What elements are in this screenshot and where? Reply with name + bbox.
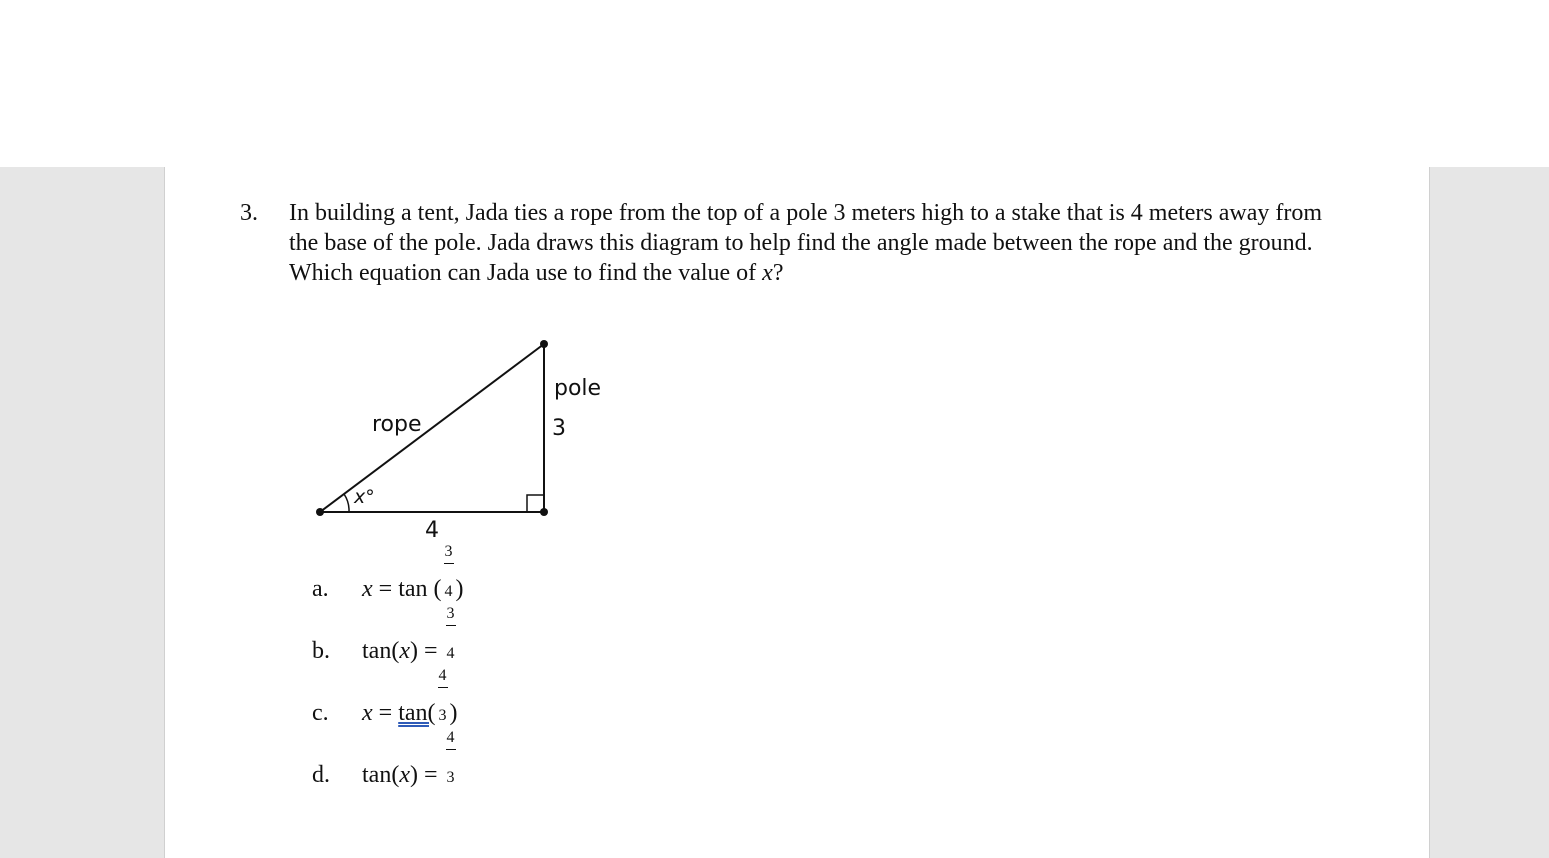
- option-b[interactable]: [312, 604, 612, 666]
- label-rope: rope: [372, 412, 422, 437]
- label-angle: x°: [354, 486, 375, 508]
- left-gutter: [0, 167, 165, 858]
- option-a-letter: a.: [312, 576, 329, 602]
- angle-arc: [344, 494, 349, 512]
- fraction: $\frac{3}{4}$: [444, 543, 453, 600]
- option-a[interactable]: [312, 542, 612, 604]
- option-c-letter: c.: [312, 700, 329, 726]
- option-d-letter: d.: [312, 762, 330, 788]
- option-c[interactable]: [312, 666, 612, 728]
- option-c-expression: x = tan( $\frac{4}{3}$): [362, 667, 458, 726]
- question-number: 3.: [240, 200, 258, 226]
- top-margin-area: [0, 0, 1549, 167]
- option-b-letter: b.: [312, 638, 330, 664]
- fraction: $\frac{4}{3}$: [438, 667, 447, 724]
- fraction: $\frac{3}{4}$: [446, 605, 455, 662]
- label-base: 4: [425, 518, 439, 543]
- triangle-diagram: [300, 330, 630, 550]
- option-d-expression: tan(x) = $\frac{4}{3}$: [362, 760, 458, 790]
- option-a-expression: x = tan ( $\frac{3}{4}$): [362, 543, 464, 602]
- option-d[interactable]: [312, 728, 612, 790]
- question-text: [289, 198, 1329, 288]
- label-height: 3: [552, 416, 566, 441]
- spellcheck-underline: tan(: [398, 700, 436, 726]
- label-pole: pole: [554, 376, 602, 401]
- vertex-stake: [316, 508, 324, 516]
- vertex-pole-top: [540, 340, 548, 348]
- question-text-part2: ?: [772, 260, 784, 286]
- vertex-pole-base: [540, 508, 548, 516]
- question-text-part1: In building a tent, Jada ties a rope from the top of a pole 3 meters high to a stake that is 4 meters away from the base of the pole. Jada draws this diagram to help find the angle made between the rope and the ground. Which equation can Jada use to find the value of: [289, 200, 1323, 286]
- option-b-expression: tan(x) = $\frac{3}{4}$: [362, 636, 458, 666]
- right-gutter: [1429, 167, 1549, 858]
- fraction: $\frac{4}{3}$: [446, 729, 455, 786]
- question-variable: x: [762, 260, 773, 286]
